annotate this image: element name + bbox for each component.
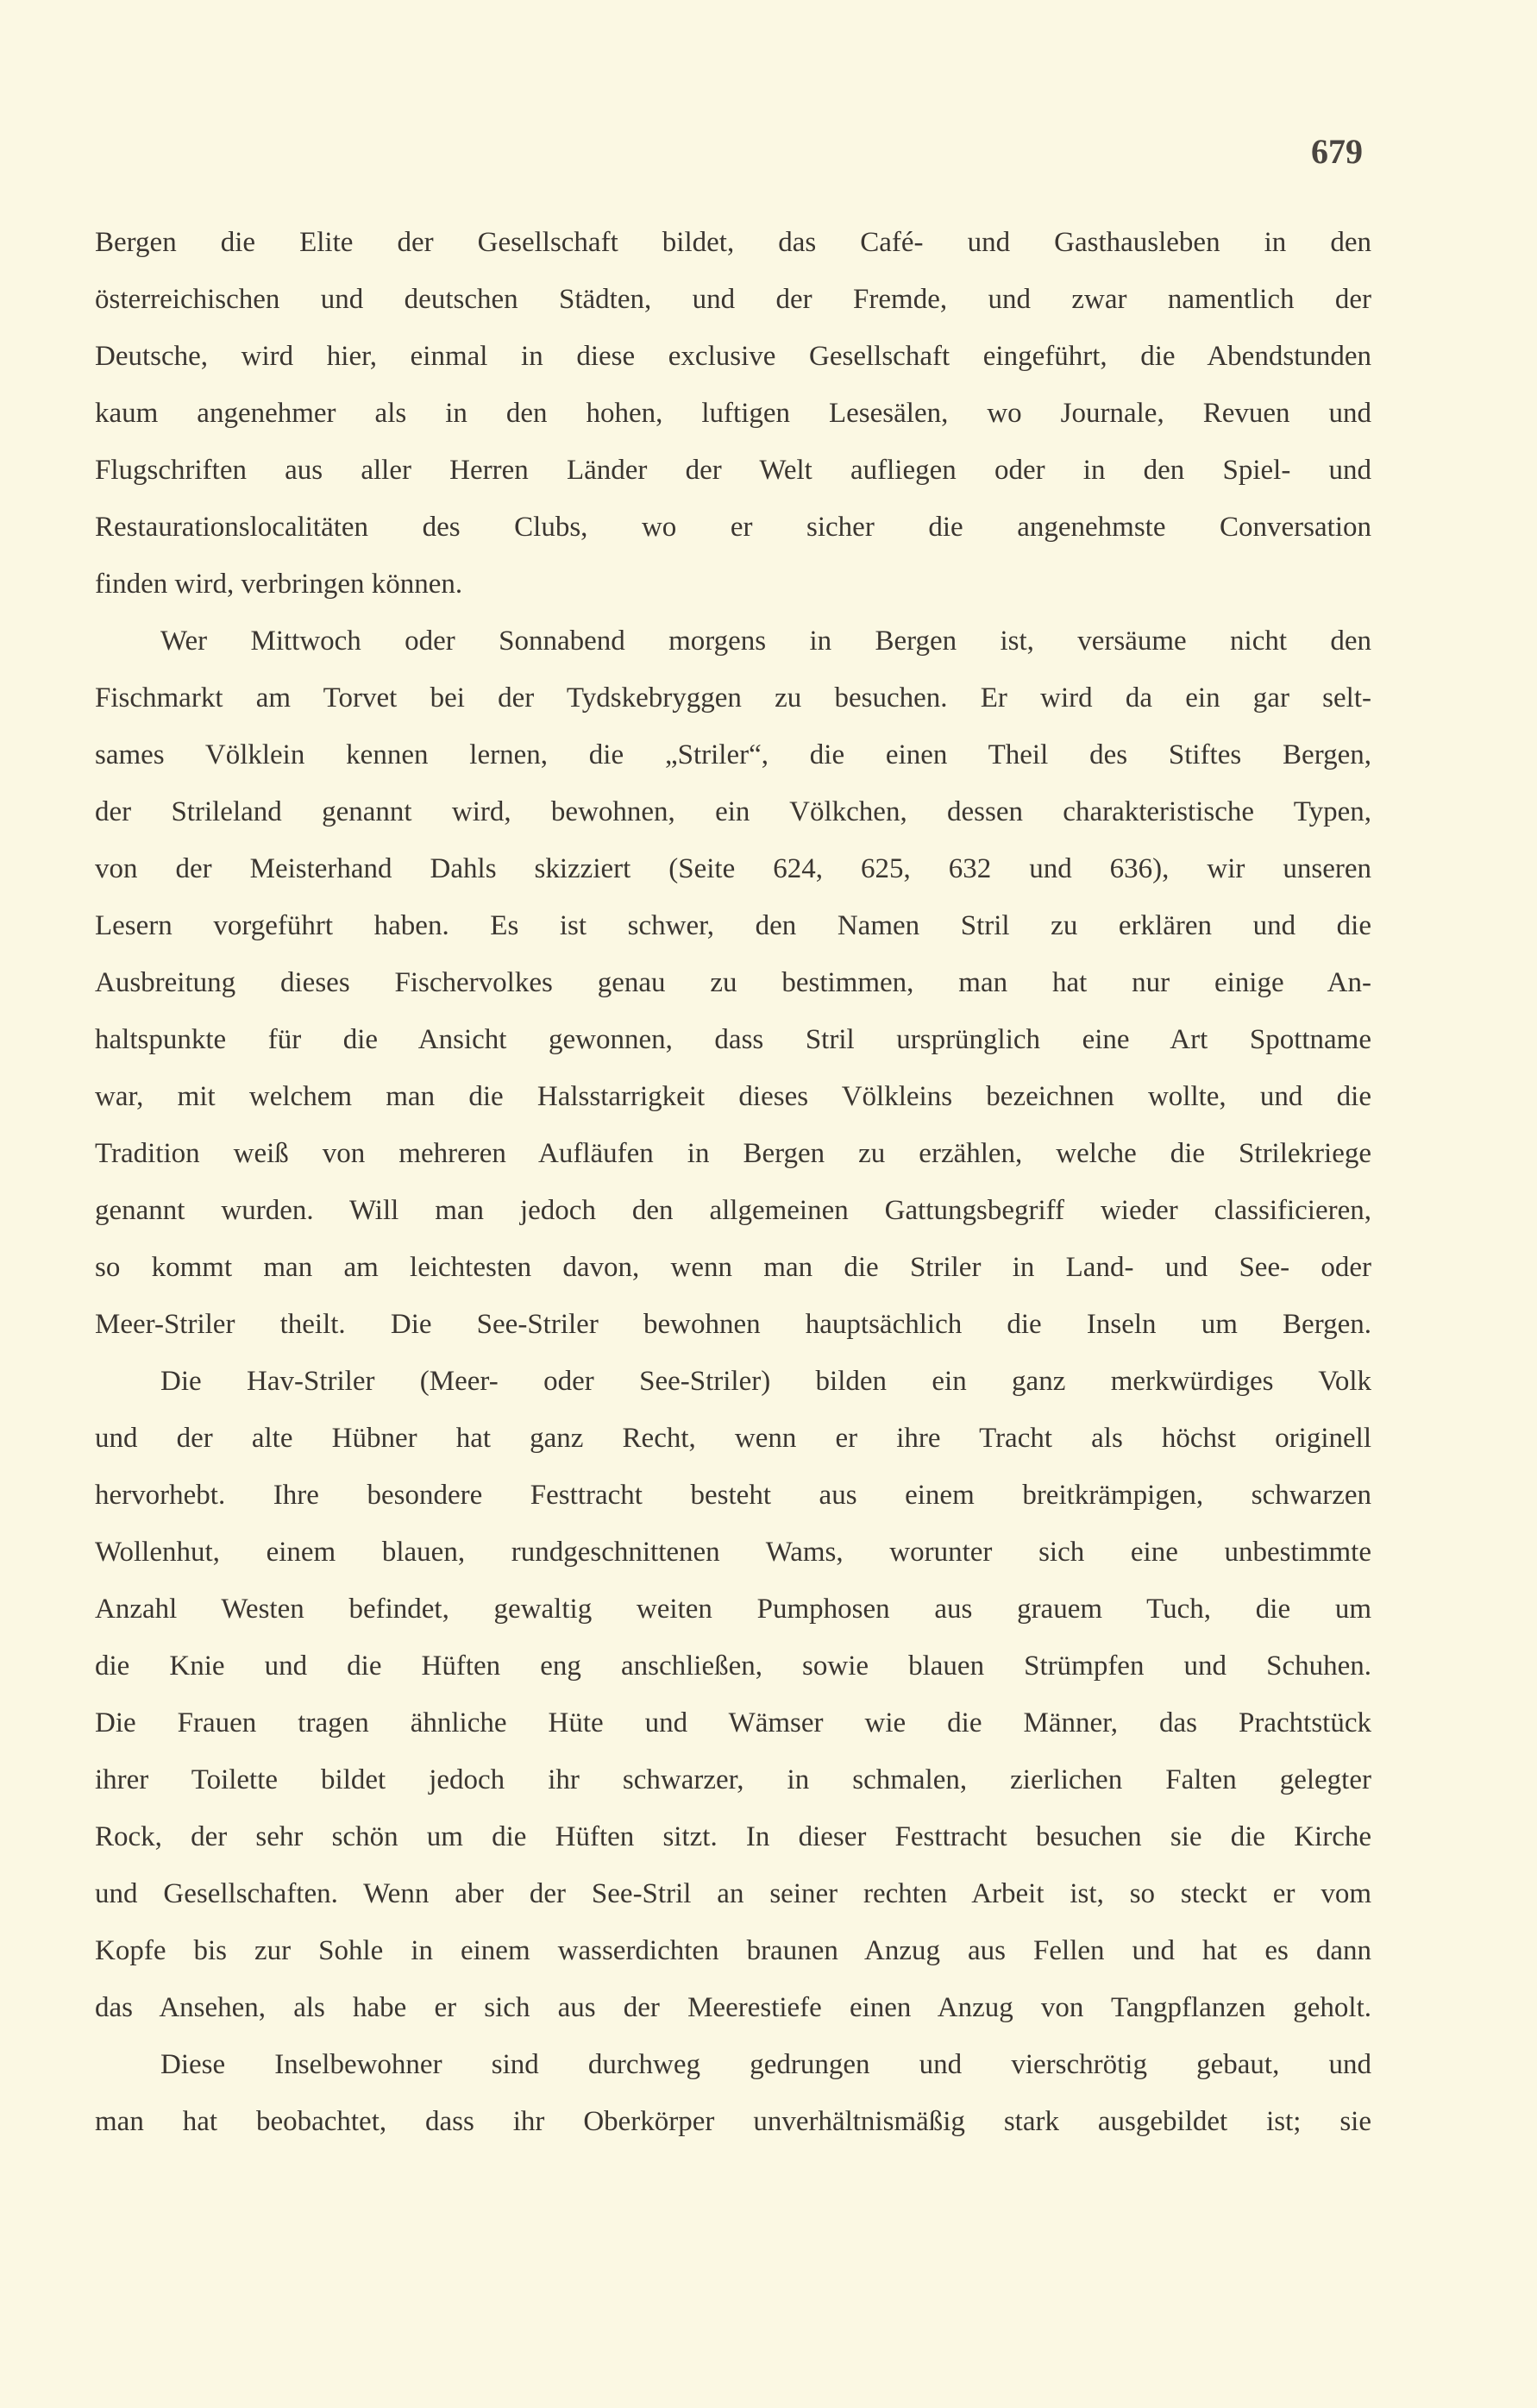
text-line: Bergen die Elite der Gesellschaft bildet, das Café- und Gasthausleben in den xyxy=(95,227,1371,258)
text-line: Anzahl Westen befindet, gewaltig weiten Pumphosen aus grauem Tuch, die um xyxy=(95,1594,1371,1625)
text-line: Lesern vorgeführt haben. Es ist schwer, den Namen Stril zu erklären und die xyxy=(95,910,1371,941)
text-line: ihrer Toilette bildet jedoch ihr schwarzer, in schmalen, zierlichen Falten gelegter xyxy=(95,1764,1371,1795)
text-line: hervorhebt. Ihre besondere Festtracht besteht aus einem breitkrämpigen, schwarzen xyxy=(95,1480,1371,1511)
text-line: von der Meisterhand Dahls skizziert (Seite 624, 625, 632 und 636), wir unseren xyxy=(95,853,1371,884)
text-line: Fischmarkt am Torvet bei der Tydskebryggen zu besuchen. Er wird da ein gar selt- xyxy=(95,682,1371,714)
text-line: und Gesellschaften. Wenn aber der See-Stril an seiner rechten Arbeit ist, so steckt er vom xyxy=(95,1878,1371,1909)
text-line: Tradition weiß von mehreren Aufläufen in Bergen zu erzählen, welche die Strilekriege xyxy=(95,1138,1371,1169)
text-line: Wer Mittwoch oder Sonnabend morgens in Bergen ist, versäume nicht den xyxy=(160,626,1371,657)
text-line: die Knie und die Hüften eng anschließen, sowie blauen Strümpfen und Schuhen. xyxy=(95,1650,1371,1682)
text-line: Deutsche, wird hier, einmal in diese exclusive Gesellschaft eingeführt, die Abendstunden xyxy=(95,341,1371,372)
text-line: Kopfe bis zur Sohle in einem wasserdichten braunen Anzug aus Fellen und hat es dann xyxy=(95,1935,1371,1966)
text-line: Wollenhut, einem blauen, rundgeschnittenen Wams, worunter sich eine unbestimmte xyxy=(95,1537,1371,1568)
text-line: österreichischen und deutschen Städten, und der Fremde, und zwar namentlich der xyxy=(95,284,1371,315)
text-line: Die Hav-Striler (Meer- oder See-Striler) bilden ein ganz merkwürdiges Volk xyxy=(160,1366,1371,1397)
text-line: und der alte Hübner hat ganz Recht, wenn er ihre Tracht als höchst originell xyxy=(95,1423,1371,1454)
text-line: finden wird, verbringen können. xyxy=(95,569,463,600)
text-line: Ausbreitung dieses Fischervolkes genau zu bestimmen, man hat nur einige An- xyxy=(95,967,1371,998)
text-line: Die Frauen tragen ähnliche Hüte und Wämser wie die Männer, das Prachtstück xyxy=(95,1707,1371,1738)
text-line: Rock, der sehr schön um die Hüften sitzt. In dieser Festtracht besuchen sie die Kirche xyxy=(95,1821,1371,1852)
text-line: so kommt man am leichtesten davon, wenn man die Striler in Land- und See- oder xyxy=(95,1252,1371,1283)
text-line: kaum angenehmer als in den hohen, luftigen Lesesälen, wo Journale, Revuen und xyxy=(95,398,1371,429)
text-line: Diese Inselbewohner sind durchweg gedrungen und vierschrötig gebaut, und xyxy=(160,2049,1371,2080)
body-text xyxy=(95,214,1371,2150)
page-number: 679 xyxy=(1311,132,1363,171)
text-line: haltspunkte für die Ansicht gewonnen, dass Stril ursprünglich eine Art Spottname xyxy=(95,1024,1371,1055)
text-line: sames Völklein kennen lernen, die „Striler“, die einen Theil des Stiftes Bergen, xyxy=(95,739,1371,770)
text-line: genannt wurden. Will man jedoch den allgemeinen Gattungsbegriff wieder classificieren, xyxy=(95,1195,1371,1226)
text-line: Restaurationslocalitäten des Clubs, wo er sicher die angenehmste Conversation xyxy=(95,512,1371,543)
text-line: der Strileland genannt wird, bewohnen, ein Völkchen, dessen charakteristische Typen, xyxy=(95,796,1371,827)
text-line: das Ansehen, als habe er sich aus der Meerestiefe einen Anzug von Tangpflanzen geholt. xyxy=(95,1992,1371,2023)
text-line: man hat beobachtet, dass ihr Oberkörper unverhältnismäßig stark ausgebildet ist; sie xyxy=(95,2106,1371,2137)
text-line: war, mit welchem man die Halsstarrigkeit dieses Völkleins bezeichnen wollte, und die xyxy=(95,1081,1371,1112)
text-line: Flugschriften aus aller Herren Länder der Welt aufliegen oder in den Spiel- und xyxy=(95,455,1371,486)
text-line: Meer-Striler theilt. Die See-Striler bewohnen hauptsächlich die Inseln um Bergen. xyxy=(95,1309,1371,1340)
